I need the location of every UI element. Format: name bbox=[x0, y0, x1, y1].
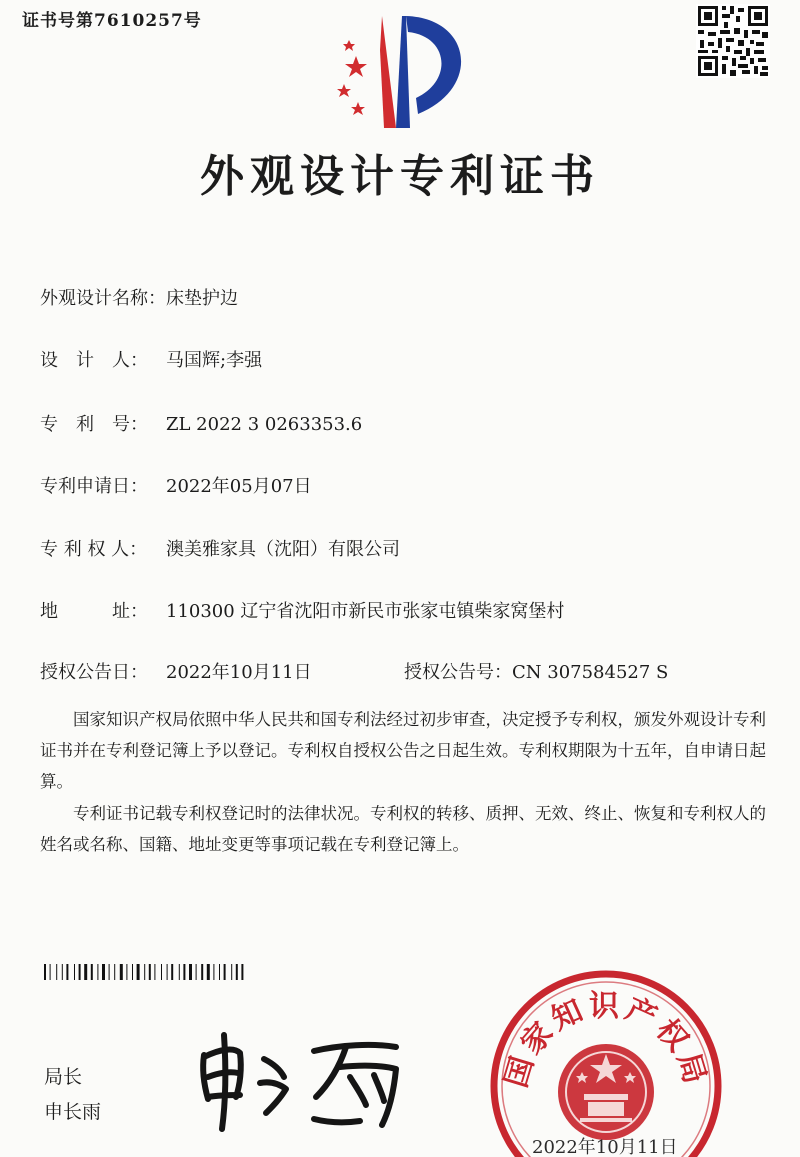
application-date-value: 2022年05月07日 bbox=[166, 476, 312, 497]
announcement-date-label: 授权公告日： bbox=[40, 662, 148, 683]
official-seal-icon bbox=[488, 968, 724, 1157]
announcement-number-row bbox=[404, 658, 668, 684]
cnipa-emblem-icon bbox=[322, 10, 472, 132]
designer-value: 马国辉;李强 bbox=[166, 350, 263, 371]
announcement-number-label: 授权公告号： bbox=[404, 662, 512, 683]
document-title: 外观设计专利证书 bbox=[200, 151, 600, 202]
signatory-title: 局长 bbox=[44, 1066, 83, 1088]
grant-statement-paragraph: 国家知识产权局依照中华人民共和国专利法经过初步审查，决定授予专利权，颁发外观设计专利证书并在专利登记簿上予以登记。专利权自授权公告之日起生效。专利权期限为十五年，自申请日起算。 bbox=[40, 710, 766, 791]
patent-number-value: ZL 2022 3 0263353.6 bbox=[166, 414, 363, 435]
design-name-row bbox=[40, 284, 238, 310]
designer-row bbox=[40, 346, 262, 372]
seal-text: 国家知识产权局 bbox=[498, 989, 714, 1092]
announcement-date-row bbox=[40, 658, 312, 684]
application-date-label: 专利申请日： bbox=[40, 476, 148, 497]
designer-label: 设 计 人： bbox=[40, 350, 148, 371]
patentee-row bbox=[40, 535, 400, 561]
design-name-value: 床垫护边 bbox=[166, 288, 238, 309]
announcement-number-value: CN 307584527 S bbox=[512, 662, 669, 683]
address-label: 地 址： bbox=[40, 601, 148, 622]
certificate-number: 证书号第7610257号 bbox=[22, 11, 202, 31]
patentee-value: 澳美雅家具（沈阳）有限公司 bbox=[166, 539, 400, 560]
seal-date: 2022年10月11日 bbox=[532, 1137, 678, 1157]
handwritten-signature-icon bbox=[190, 1025, 420, 1135]
barcode-icon bbox=[44, 964, 298, 980]
patent-number-label: 专 利 号： bbox=[40, 414, 148, 435]
address-value: 110300 辽宁省沈阳市新民市张家屯镇柴家窝堡村 bbox=[166, 601, 565, 622]
announcement-date-value: 2022年10月11日 bbox=[166, 662, 312, 683]
address-row bbox=[40, 597, 564, 623]
patent-number-row bbox=[40, 410, 362, 436]
signatory-name: 申长雨 bbox=[44, 1101, 102, 1123]
qr-code-icon bbox=[696, 4, 770, 78]
legal-status-paragraph: 专利证书记载专利权登记时的法律状况。专利权的转移、质押、无效、终止、恢复和专利权人的姓名或名称、国籍、地址变更等事项记载在专利登记簿上。 bbox=[40, 804, 766, 854]
application-date-row bbox=[40, 472, 312, 498]
design-name-label: 外观设计名称： bbox=[40, 288, 166, 309]
patentee-label: 专 利 权 人： bbox=[40, 539, 148, 560]
